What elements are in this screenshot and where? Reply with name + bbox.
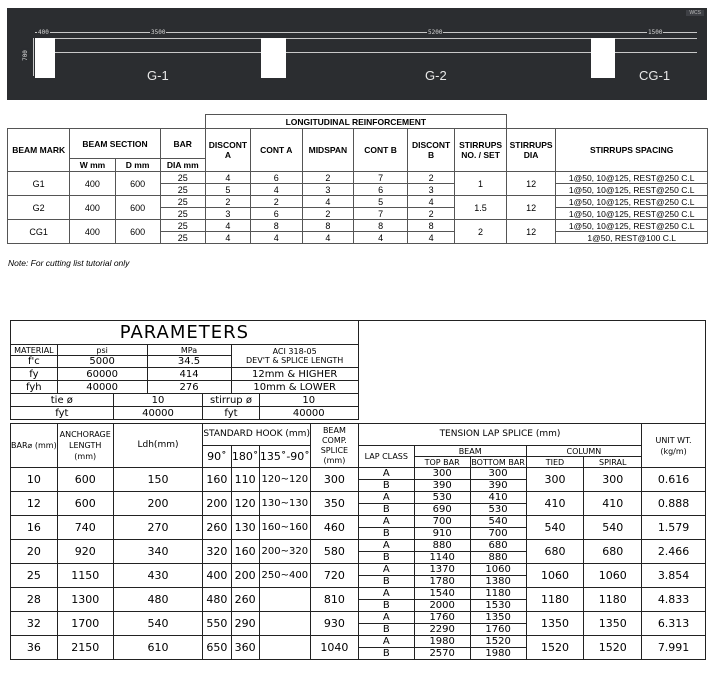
column-tied: 300: [526, 468, 584, 492]
material-label: MATERIAL: [11, 345, 58, 356]
hook-180: 120: [231, 492, 259, 516]
discont-a: 3: [205, 208, 250, 220]
beam-mark: G2: [8, 196, 70, 220]
hook-180: 110: [231, 468, 259, 492]
span1-dim: 3500: [151, 29, 166, 36]
beam-header: BEAM: [414, 446, 526, 457]
parameters-table: [10, 320, 706, 660]
depth-dim-line: [33, 38, 34, 76]
hook-180: 160: [231, 540, 259, 564]
midspan: 2: [302, 208, 354, 220]
fc-mpa: 34.5: [147, 356, 231, 368]
class-a-top-bar: 880: [414, 540, 470, 552]
ldh-value: 340: [113, 540, 203, 564]
bar-size: 16: [11, 516, 58, 540]
stirrups-no-header: STIRRUPS NO. / SET: [455, 129, 507, 172]
stirrups-spacing-header: STIRRUPS SPACING: [556, 129, 708, 172]
class-a-top-bar: 1370: [414, 564, 470, 576]
class-a-top-bar: 1980: [414, 636, 470, 648]
cont-a: 8: [250, 220, 302, 232]
w-mm-header: W mm: [70, 159, 115, 172]
bar-dia: 25: [160, 184, 205, 196]
fyt-value-2: 40000: [259, 407, 358, 420]
mpa-header: MPa: [147, 345, 231, 356]
discont-b: 4: [407, 196, 454, 208]
beam-mark: CG1: [8, 220, 70, 244]
ldh-value: 150: [113, 468, 203, 492]
psi-header: psi: [57, 345, 147, 356]
beam-section-header: BEAM SECTION: [70, 129, 160, 159]
anchorage-length: 1700: [57, 612, 113, 636]
beam-depth: 600: [115, 172, 160, 196]
unit-weight: 0.616: [642, 468, 706, 492]
class-b-bottom-bar: 880: [470, 552, 526, 564]
column-spiral: 540: [584, 516, 642, 540]
beam-label-g1: G-1: [147, 68, 169, 83]
bar-header: BAR: [160, 129, 205, 159]
col-width-dim: 400: [38, 29, 49, 36]
column-header: COLUMN: [526, 446, 642, 457]
stirrups-no: 2: [455, 220, 507, 244]
anchorage-length: 1150: [57, 564, 113, 588]
column-tied: 1180: [526, 588, 584, 612]
class-b-top-bar: 1780: [414, 576, 470, 588]
ldh-value: 200: [113, 492, 203, 516]
column-spiral: 410: [584, 492, 642, 516]
fy-mpa: 414: [147, 368, 231, 381]
discont-a: 2: [205, 196, 250, 208]
hook-90-header: 90˚: [203, 446, 231, 468]
bar-dia: 25: [160, 172, 205, 184]
discont-b: 2: [407, 172, 454, 184]
class-a-bottom-bar: 680: [470, 540, 526, 552]
midspan: 4: [302, 196, 354, 208]
stirrup-label: stirrup ø: [203, 394, 259, 407]
column-spiral: 1180: [584, 588, 642, 612]
parameters-sheet: [10, 320, 706, 690]
column-spiral: 680: [584, 540, 642, 564]
beam-depth: 600: [115, 220, 160, 244]
lap-class-a: A: [358, 468, 414, 480]
bar-size: 36: [11, 636, 58, 660]
class-b-top-bar: 1140: [414, 552, 470, 564]
unit-weight: 2.466: [642, 540, 706, 564]
column-tied: 1350: [526, 612, 584, 636]
splice-row: [11, 564, 706, 576]
ldh-value: 270: [113, 516, 203, 540]
class-b-bottom-bar: 1980: [470, 648, 526, 660]
cont-a: 4: [250, 184, 302, 196]
depth-dim: 700: [21, 50, 29, 61]
hook-90: 550: [203, 612, 231, 636]
discont-b: 4: [407, 232, 454, 244]
schedule-row: [8, 196, 708, 208]
hook-135: 200~320: [259, 540, 310, 564]
fy-psi: 60000: [57, 368, 147, 381]
unit-weight: 4.833: [642, 588, 706, 612]
column-tied: 1520: [526, 636, 584, 660]
bar-size: 20: [11, 540, 58, 564]
beam-mark-header: BEAM MARK: [8, 129, 70, 172]
class-b-top-bar: 910: [414, 528, 470, 540]
column-spiral: 1520: [584, 636, 642, 660]
bar-dia: 25: [160, 196, 205, 208]
unit-wt-header: UNIT WT. (kg/m): [642, 424, 706, 468]
hook-90: 400: [203, 564, 231, 588]
ldh-value: 480: [113, 588, 203, 612]
schedule-row: [8, 172, 708, 184]
unit-weight: 1.579: [642, 516, 706, 540]
class-a-bottom-bar: 1180: [470, 588, 526, 600]
stirrups-dia: 12: [506, 196, 555, 220]
lower-note: 10mm & LOWER: [231, 381, 358, 394]
lap-class-b: B: [358, 504, 414, 516]
class-a-top-bar: 300: [414, 468, 470, 480]
midspan: 4: [302, 232, 354, 244]
lap-class-a: A: [358, 540, 414, 552]
tie-label: tie ø: [11, 394, 114, 407]
cont-b-header: CONT B: [354, 129, 408, 172]
stirrups-spacing: 1@50, REST@100 C.L: [556, 232, 708, 244]
beam-comp-splice: 720: [310, 564, 358, 588]
cad-beam-elevation: [7, 8, 707, 100]
lap-class-header: LAP CLASS: [358, 446, 414, 468]
class-a-bottom-bar: 540: [470, 516, 526, 528]
wcs-tag: WCS: [686, 10, 704, 16]
discont-b: 8: [407, 220, 454, 232]
stirrups-spacing: 1@50, 10@125, REST@250 C.L: [556, 220, 708, 232]
beam-width: 400: [70, 196, 115, 220]
ldh-value: 540: [113, 612, 203, 636]
lap-class-b: B: [358, 624, 414, 636]
hook-135: 160~160: [259, 516, 310, 540]
parameters-title: PARAMETERS: [11, 321, 359, 345]
dia-mm-header: DIA mm: [160, 159, 205, 172]
beam-comp-splice: 350: [310, 492, 358, 516]
class-a-bottom-bar: 1060: [470, 564, 526, 576]
midspan: 3: [302, 184, 354, 196]
discont-b-header: DISCONT B: [407, 129, 454, 172]
cont-a: 4: [250, 232, 302, 244]
schedule-row: [8, 220, 708, 232]
class-b-top-bar: 390: [414, 480, 470, 492]
splice-row: [11, 636, 706, 648]
lap-class-b: B: [358, 552, 414, 564]
anchorage-length: 600: [57, 468, 113, 492]
longitudinal-header: LONGITUDINAL REINFORCEMENT: [205, 115, 506, 129]
cont-a: 2: [250, 196, 302, 208]
stirrups-spacing: 1@50, 10@125, REST@250 C.L: [556, 184, 708, 196]
hook-90: 160: [203, 468, 231, 492]
splice-row: [11, 540, 706, 552]
hook-90: 200: [203, 492, 231, 516]
class-b-bottom-bar: 1530: [470, 600, 526, 612]
splice-row: [11, 468, 706, 480]
midspan: 8: [302, 220, 354, 232]
class-b-top-bar: 2290: [414, 624, 470, 636]
stirrup-value: 10: [259, 394, 358, 407]
anchorage-length: 920: [57, 540, 113, 564]
column-tied: 540: [526, 516, 584, 540]
fyh-label: fyh: [11, 381, 58, 394]
beam-comp-splice: 580: [310, 540, 358, 564]
top-bar-header: TOP BAR: [414, 457, 470, 468]
bar-dia: 25: [160, 220, 205, 232]
lap-class-b: B: [358, 648, 414, 660]
beam-comp-splice: 300: [310, 468, 358, 492]
aci-ref: ACI 318-05 DEV'T & SPLICE LENGTH: [231, 345, 358, 368]
beam-width: 400: [70, 220, 115, 244]
discont-a: 4: [205, 172, 250, 184]
stirrups-spacing: 1@50, 10@125, REST@250 C.L: [556, 208, 708, 220]
discont-b: 3: [407, 184, 454, 196]
fyh-psi: 40000: [57, 381, 147, 394]
span3-dim: 1500: [648, 29, 663, 36]
unit-weight: 7.991: [642, 636, 706, 660]
hook-180: 260: [231, 588, 259, 612]
ldh-value: 610: [113, 636, 203, 660]
beam-comp-splice: 930: [310, 612, 358, 636]
unit-weight: 0.888: [642, 492, 706, 516]
beam-comp-splice: 810: [310, 588, 358, 612]
hook-90: 320: [203, 540, 231, 564]
fc-psi: 5000: [57, 356, 147, 368]
discont-b: 2: [407, 208, 454, 220]
hook-180: 130: [231, 516, 259, 540]
tied-header: TIED: [526, 457, 584, 468]
bar-size: 32: [11, 612, 58, 636]
bar-size: 25: [11, 564, 58, 588]
unit-weight: 3.854: [642, 564, 706, 588]
column-2: [261, 38, 286, 78]
beam-comp-splice: 460: [310, 516, 358, 540]
higher-note: 12mm & HIGHER: [231, 368, 358, 381]
lap-class-a: A: [358, 516, 414, 528]
tie-value: 10: [113, 394, 203, 407]
lap-class-b: B: [358, 480, 414, 492]
column-spiral: 1350: [584, 612, 642, 636]
column-1: [35, 38, 55, 78]
fyt-value: 40000: [113, 407, 203, 420]
spiral-header: SPIRAL: [584, 457, 642, 468]
bar-dia-header: BAR⌀ (mm): [11, 424, 58, 468]
class-b-bottom-bar: 390: [470, 480, 526, 492]
discont-a: 5: [205, 184, 250, 196]
midspan: 2: [302, 172, 354, 184]
beam-comp-splice: 1040: [310, 636, 358, 660]
cont-b: 7: [354, 208, 408, 220]
bar-size: 28: [11, 588, 58, 612]
lap-class-b: B: [358, 528, 414, 540]
column-tied: 680: [526, 540, 584, 564]
hook-135: [259, 588, 310, 612]
class-b-top-bar: 2000: [414, 600, 470, 612]
class-a-top-bar: 700: [414, 516, 470, 528]
hook-90: 480: [203, 588, 231, 612]
bottom-bar-header: BOTTOM BAR: [471, 457, 525, 467]
dimension-line: [35, 32, 697, 33]
column-spiral: 300: [584, 468, 642, 492]
hook-135: 130~130: [259, 492, 310, 516]
bar-size: 10: [11, 468, 58, 492]
anchorage-header: ANCHORAGE LENGTH (mm): [57, 424, 113, 468]
column-tied: 1060: [526, 564, 584, 588]
class-b-top-bar: 2570: [414, 648, 470, 660]
hook-135: 250~400: [259, 564, 310, 588]
midspan-header: MIDSPAN: [302, 129, 354, 172]
class-a-bottom-bar: 1350: [470, 612, 526, 624]
ldh-header: Ldh(mm): [113, 424, 203, 468]
splice-row: [11, 492, 706, 504]
class-a-top-bar: 1760: [414, 612, 470, 624]
beam-schedule-table: [7, 114, 708, 244]
cont-a: 6: [250, 172, 302, 184]
fyt-label-2: fyt: [203, 407, 259, 420]
hook-header: STANDARD HOOK (mm): [203, 424, 311, 446]
beam-mark: G1: [8, 172, 70, 196]
stirrups-no: 1.5: [455, 196, 507, 220]
lap-class-b: B: [358, 576, 414, 588]
fy-label: fy: [11, 368, 58, 381]
hook-135-header: 135˚-90˚: [259, 446, 310, 468]
class-a-top-bar: 530: [414, 492, 470, 504]
bar-size: 12: [11, 492, 58, 516]
anchorage-length: 2150: [57, 636, 113, 660]
cont-b: 5: [354, 196, 408, 208]
beam-comp-header: BEAM COMP. SPLICE (mm): [310, 424, 358, 468]
beam-label-g2: G-2: [425, 68, 447, 83]
hook-135: 120~120: [259, 468, 310, 492]
lap-class-a: A: [358, 612, 414, 624]
fc-label: f'c: [11, 356, 58, 368]
stirrups-dia-header: STIRRUPS DIA: [506, 129, 555, 172]
cont-a: 6: [250, 208, 302, 220]
hook-90: 650: [203, 636, 231, 660]
class-b-bottom-bar: 700: [470, 528, 526, 540]
lap-class-a: A: [358, 564, 414, 576]
span2-dim: 5200: [428, 29, 443, 36]
splice-row: [11, 516, 706, 528]
stirrups-spacing: 1@50, 10@125, REST@250 C.L: [556, 172, 708, 184]
lap-class-b: B: [358, 600, 414, 612]
class-a-bottom-bar: 410: [470, 492, 526, 504]
splice-row: [11, 588, 706, 600]
cont-a-header: CONT A: [250, 129, 302, 172]
hook-180: 290: [231, 612, 259, 636]
beam-label-cg1: CG-1: [639, 68, 671, 83]
stirrups-dia: 12: [506, 172, 555, 196]
fyh-mpa: 276: [147, 381, 231, 394]
class-b-top-bar: 690: [414, 504, 470, 516]
column-3: [591, 38, 615, 78]
class-b-bottom-bar: 530: [470, 504, 526, 516]
beam-width: 400: [70, 172, 115, 196]
column-spiral: 1060: [584, 564, 642, 588]
beam-depth: 600: [115, 196, 160, 220]
splice-row: [11, 612, 706, 624]
anchorage-length: 600: [57, 492, 113, 516]
bar-dia: 25: [160, 208, 205, 220]
ldh-value: 430: [113, 564, 203, 588]
bar-dia: 25: [160, 232, 205, 244]
cont-b: 6: [354, 184, 408, 196]
lap-class-a: A: [358, 492, 414, 504]
discont-a-header: DISCONT A: [205, 129, 250, 172]
class-b-bottom-bar: 1760: [470, 624, 526, 636]
column-tied: 410: [526, 492, 584, 516]
discont-a: 4: [205, 220, 250, 232]
hook-90: 260: [203, 516, 231, 540]
cont-b: 4: [354, 232, 408, 244]
hook-135: [259, 612, 310, 636]
class-a-top-bar: 1540: [414, 588, 470, 600]
class-a-bottom-bar: 300: [470, 468, 526, 480]
lap-class-a: A: [358, 588, 414, 600]
cont-b: 8: [354, 220, 408, 232]
unit-weight: 6.313: [642, 612, 706, 636]
anchorage-length: 740: [57, 516, 113, 540]
hook-180-header: 180˚: [231, 446, 259, 468]
hook-180: 200: [231, 564, 259, 588]
stirrups-spacing: 1@50, 10@125, REST@250 C.L: [556, 196, 708, 208]
note: Note: For cutting list tutorial only: [8, 258, 130, 268]
hook-180: 360: [231, 636, 259, 660]
cont-b: 7: [354, 172, 408, 184]
class-a-bottom-bar: 1520: [470, 636, 526, 648]
anchorage-length: 1300: [57, 588, 113, 612]
stirrups-no: 1: [455, 172, 507, 196]
tension-lap-header: TENSION LAP SPLICE (mm): [358, 424, 641, 446]
d-mm-header: D mm: [115, 159, 160, 172]
lap-class-a: A: [358, 636, 414, 648]
class-b-bottom-bar: 1380: [470, 576, 526, 588]
fyt-label: fyt: [11, 407, 114, 420]
hook-135: [259, 636, 310, 660]
stirrups-dia: 12: [506, 220, 555, 244]
discont-a: 4: [205, 232, 250, 244]
